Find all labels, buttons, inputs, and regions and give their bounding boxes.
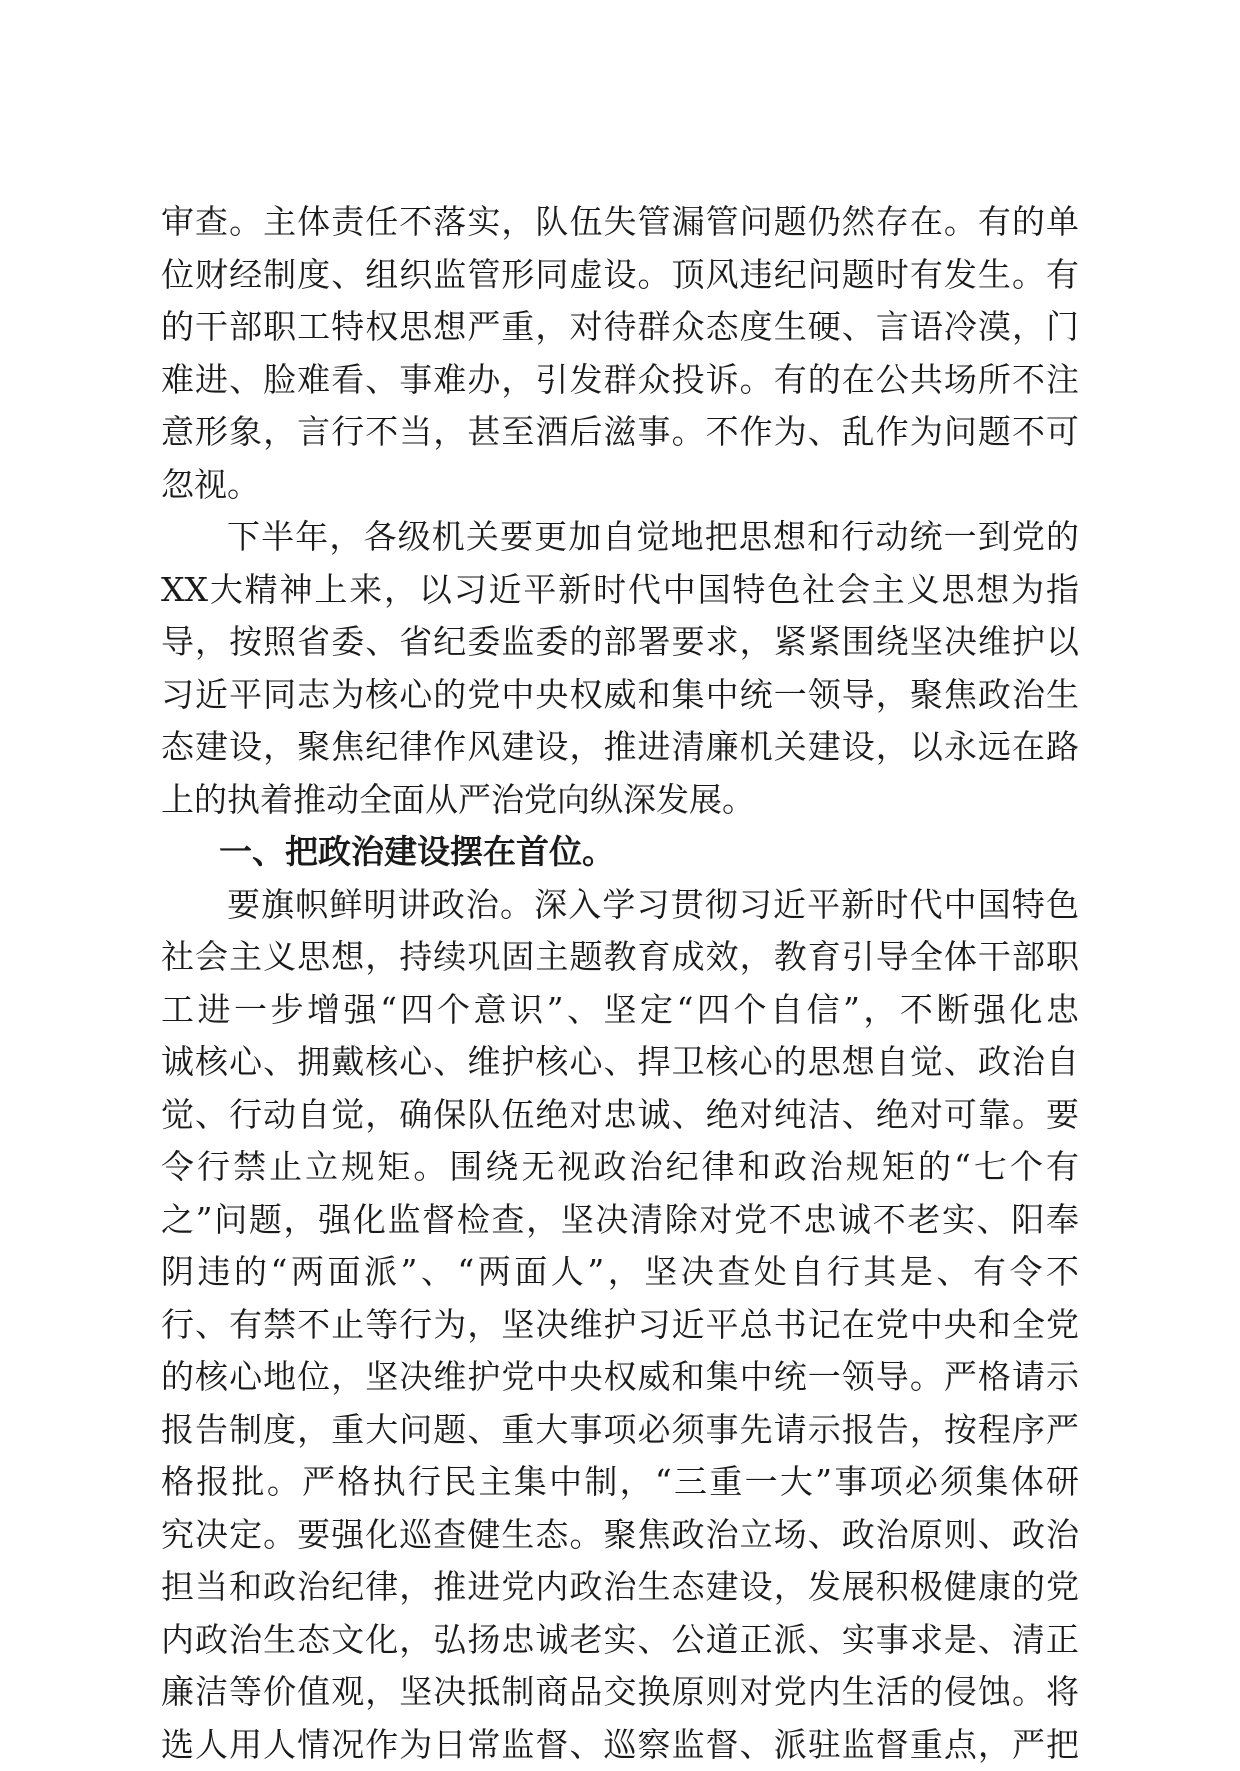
text-line: 廉洁等价值观，坚决抵制商品交换原则对党内生活的侵蚀。将 xyxy=(161,1666,1079,1719)
text-line: 觉、行动自觉，确保队伍绝对忠诚、绝对纯洁、绝对可靠。要 xyxy=(161,1089,1079,1142)
paragraph-3 xyxy=(161,879,1079,1771)
text-line: 社会主义思想，持续巩固主题教育成效，教育引导全体干部职 xyxy=(161,931,1079,984)
text-line: 之”问题，强化监督检查，坚决清除对党不忠诚不老实、阳奉 xyxy=(161,1194,1079,1247)
text-line: 要旗帜鲜明讲政治。深入学习贯彻习近平新时代中国特色 xyxy=(161,879,1079,932)
document-page xyxy=(161,196,1079,1596)
text-line: 选人用人情况作为日常监督、巡察监督、派驻监督重点，严把 xyxy=(161,1719,1079,1771)
text-line: 下半年，各级机关要更加自觉地把思想和行动统一到党的 xyxy=(161,511,1079,564)
text-line: 难进、脸难看、事难办，引发群众投诉。有的在公共场所不注 xyxy=(161,354,1079,407)
text-line: 上的执着推动全面从严治党向纵深发展。 xyxy=(161,774,1079,827)
text-line: 意形象，言行不当，甚至酒后滋事。不作为、乱作为问题不可 xyxy=(161,406,1079,459)
text-line: 报告制度，重大问题、重大事项必须事先请示报告，按程序严 xyxy=(161,1404,1079,1457)
text-line: 诚核心、拥戴核心、维护核心、捍卫核心的思想自觉、政治自 xyxy=(161,1036,1079,1089)
text-line: 态建设，聚焦纪律作风建设，推进清廉机关建设，以永远在路 xyxy=(161,721,1079,774)
paragraph-2 xyxy=(161,511,1079,826)
text-line: XX大精神上来，以习近平新时代中国特色社会主义思想为指 xyxy=(161,564,1079,617)
section-heading: 一、把政治建设摆在首位。 xyxy=(161,826,1079,879)
text-line: 阴违的“两面派”、“两面人”，坚决查处自行其是、有令不 xyxy=(161,1246,1079,1299)
text-line: 习近平同志为核心的党中央权威和集中统一领导，聚焦政治生 xyxy=(161,669,1079,722)
text-line: 审查。主体责任不落实，队伍失管漏管问题仍然存在。有的单 xyxy=(161,196,1079,249)
text-line: 格报批。严格执行民主集中制，“三重一大”事项必须集体研 xyxy=(161,1456,1079,1509)
text-line: 担当和政治纪律，推进党内政治生态建设，发展积极健康的党 xyxy=(161,1561,1079,1614)
text-line: 忽视。 xyxy=(161,459,1079,512)
text-line: 令行禁止立规矩。围绕无视政治纪律和政治规矩的“七个有 xyxy=(161,1141,1079,1194)
text-line: 行、有禁不止等行为，坚决维护习近平总书记在党中央和全党 xyxy=(161,1299,1079,1352)
text-line: 内政治生态文化，弘扬忠诚老实、公道正派、实事求是、清正 xyxy=(161,1614,1079,1667)
text-line: 的干部职工特权思想严重，对待群众态度生硬、言语冷漠，门 xyxy=(161,301,1079,354)
text-line: 工进一步增强“四个意识”、坚定“四个自信”，不断强化忠 xyxy=(161,984,1079,1037)
text-line: 位财经制度、组织监管形同虚设。顶风违纪问题时有发生。有 xyxy=(161,249,1079,302)
text-line: 究决定。要强化巡查健生态。聚焦政治立场、政治原则、政治 xyxy=(161,1509,1079,1562)
paragraph-1 xyxy=(161,196,1079,511)
text-line: 的核心地位，坚决维护党中央权威和集中统一领导。严格请示 xyxy=(161,1351,1079,1404)
text-line: 导，按照省委、省纪委监委的部署要求，紧紧围绕坚决维护以 xyxy=(161,616,1079,669)
